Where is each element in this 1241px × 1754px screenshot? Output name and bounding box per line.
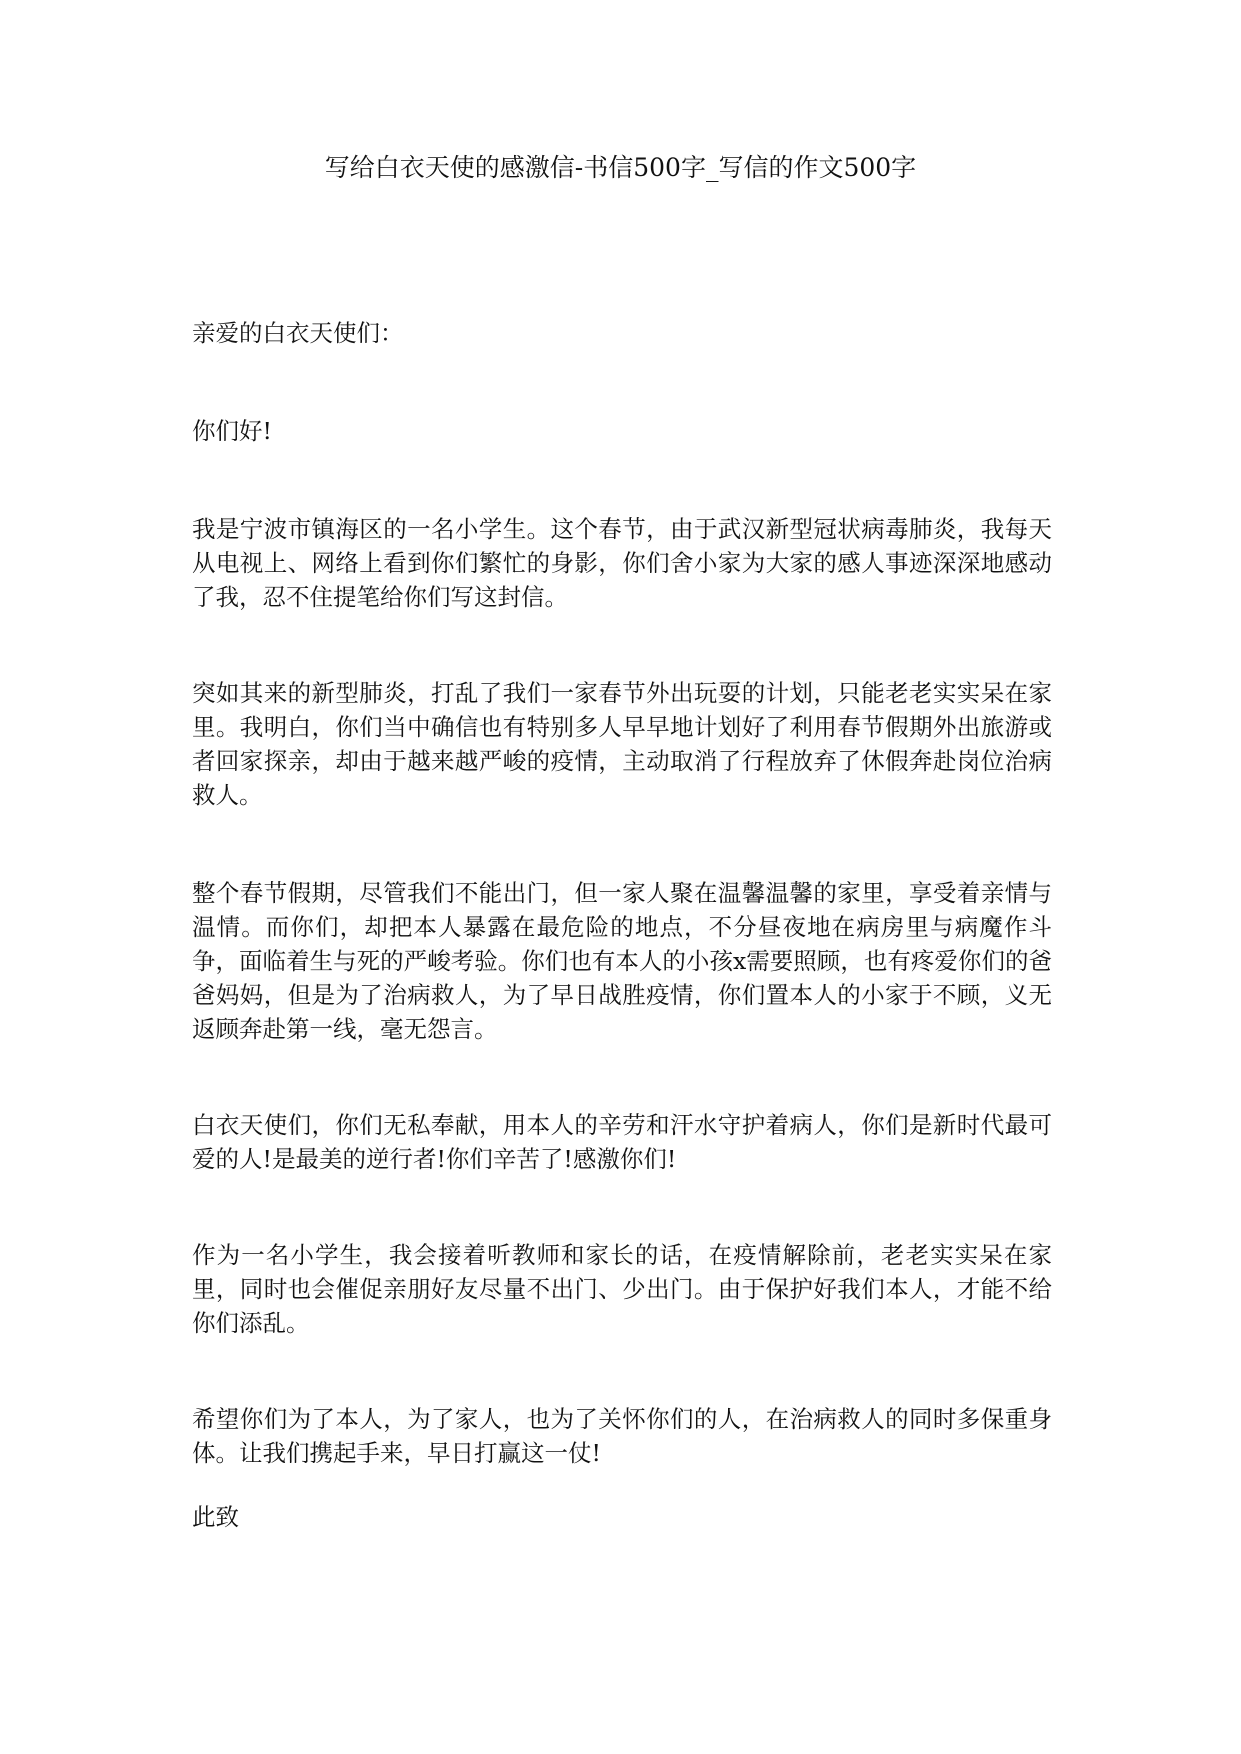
body-paragraph-4: 白衣天使们，你们无私奉献，用本人的辛劳和汗水守护着病人，你们是新时代最可爱的人!是最美的逆行者!你们辛苦了!感激你们! xyxy=(192,1111,1052,1173)
body-paragraph-6: 希望你们为了本人，为了家人，也为了关怀你们的人，在治病救人的同时多保重身体。让我们携起手来，早日打赢这一仗! xyxy=(192,1405,1052,1467)
body-paragraph-3: 整个春节假期，尽管我们不能出门，但一家人聚在温馨温馨的家里，享受着亲情与温情。而你们，却把本人暴露在最危险的地点，不分昼夜地在病房里与病魔作斗争，面临着生与死的严峻考验。你们也有本人的小孩x需要照顾，也有疼爱你们的爸爸妈妈，但是为了治病救人，为了早日战胜疫情，你们置本人的小家于不顾，义无返顾奔赴第一线，毫无怨言。 xyxy=(192,879,1052,1043)
letter-salutation: 你们好! xyxy=(192,417,272,445)
letter-greeting: 亲爱的白衣天使们： xyxy=(192,319,404,347)
letter-closing: 此致 xyxy=(192,1503,239,1531)
body-paragraph-5: 作为一名小学生，我会接着听教师和家长的话，在疫情解除前，老老实实呆在家里，同时也会催促亲朋好友尽量不出门、少出门。由于保护好我们本人，才能不给你们添乱。 xyxy=(192,1241,1052,1337)
body-paragraph-1: 我是宁波市镇海区的一名小学生。这个春节，由于武汉新型冠状病毒肺炎，我每天从电视上、网络上看到你们繁忙的身影，你们舍小家为大家的感人事迹深深地感动了我，忍不住提笔给你们写这封信。 xyxy=(192,515,1052,611)
body-paragraph-2: 突如其来的新型肺炎，打乱了我们一家春节外出玩耍的计划，只能老老实实呆在家里。我明白，你们当中确信也有特别多人早早地计划好了利用春节假期外出旅游或者回家探亲，却由于越来越严峻的疫情，主动取消了行程放弃了休假奔赴岗位治病救人。 xyxy=(192,679,1052,809)
document-title: 写给白衣天使的感激信-书信500字_写信的作文500字 xyxy=(324,153,917,182)
